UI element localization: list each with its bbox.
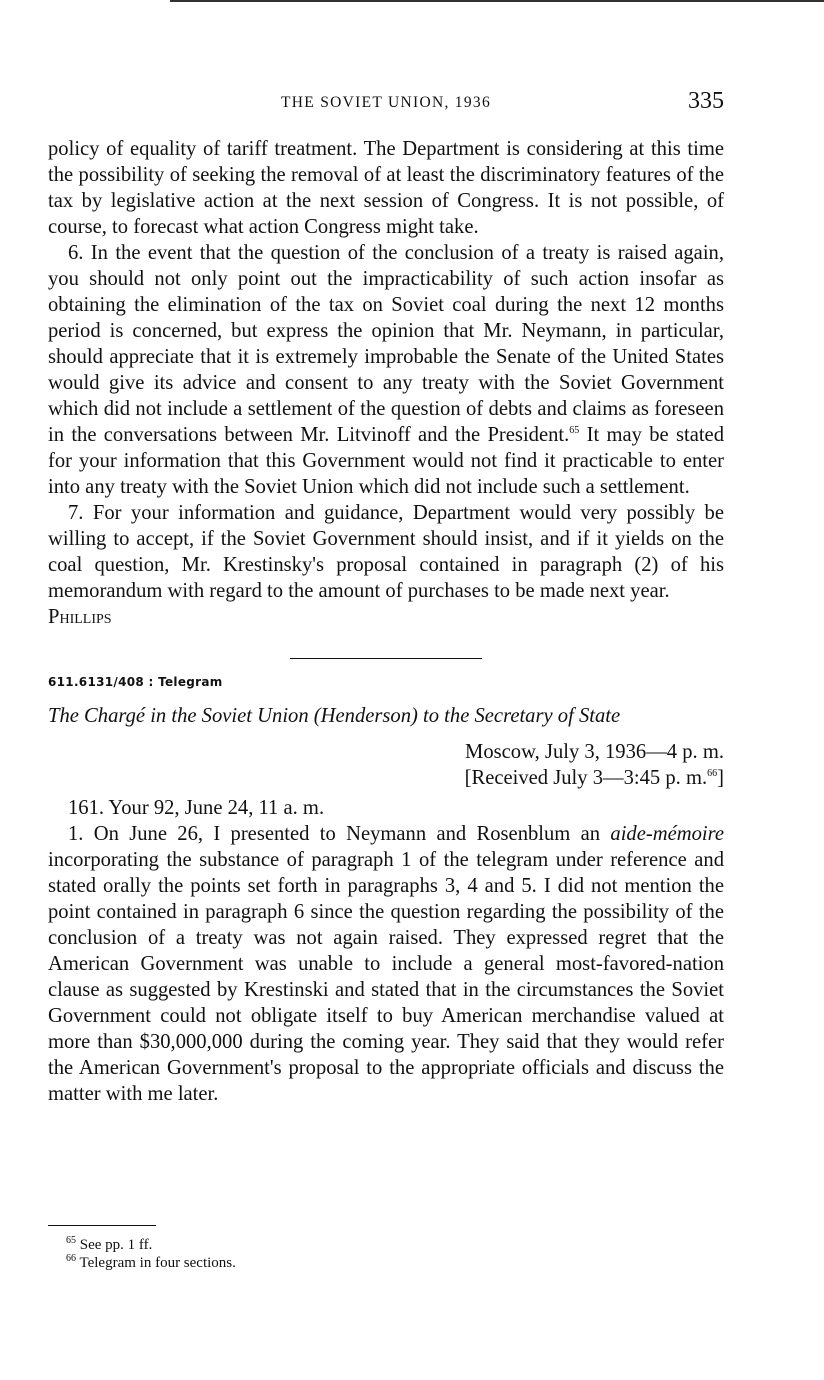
telegram-paragraph-1-rest: incorporating the substance of paragraph 1 of the telegram under reference and stated orally the points set forth in paragraphs 3, 4 and 5. I did not mention the point contained in paragraph 6 since the question regarding the possibility of the conclusion of a treaty was not again raised. They expressed regret that the American Government was unable to include a general most-favored-nation clause as suggested by Krestinski and stated that in the circumstances the Soviet Government could not obligate itself to buy American merchandise valued at more than $30,000,000 during the coming year. They said that they would refer the American Government's proposal to the appropriate officials and discuss the matter with me later. (48, 849, 724, 1105)
top-border-line (170, 0, 824, 2)
file-reference: 611.6131/408 : Telegram (48, 675, 223, 689)
paragraph-6-text: 6. In the event that the question of the conclusion of a treaty is raised again, you should not only point out the impracticability of such action insofar as obtaining the elimination of the tax on Soviet coal during the next 12 months period is concerned, but express the opinion that Mr. Neymann, in particular, should appreciate that it is extremely improbable the Senate of the United States would give its advice and consent to any treaty with the Soviet Government which did not include a settlement of the question of debts and claims as foreseen in the conversations between Mr. Litvinoff and the President. (48, 242, 724, 446)
running-title: THE SOVIET UNION, 1936 (281, 94, 491, 111)
footnote-65 (66, 1236, 236, 1254)
footnote-66 (66, 1254, 236, 1272)
paragraph-6-text-continued: It may be stated for your information that this Government would not find it practicable to enter into any treaty with the Soviet Union which did not include such a settlement. (48, 424, 724, 498)
footnote-mark: 65 (66, 1235, 76, 1246)
page-number: 335 (688, 88, 724, 114)
footnote-text: Telegram in four sections. (79, 1255, 236, 1271)
page-body (48, 136, 724, 1107)
section-divider (290, 658, 482, 659)
footnote-ref-66[interactable]: 66 (707, 768, 718, 780)
paragraph-7: 7. For your information and guidance, Department would very possibly be willing to accept, if the Soviet Government should insist, and if it yields on the coal question, Mr. Krestinsky's proposal contained in paragraph (2) of his memorandum with regard to the amount of purchases to be made next year. (48, 502, 724, 602)
footnote-ref-65[interactable]: 65 (569, 425, 580, 437)
dateline-received-text: [Received July 3—3:45 p. m. (464, 767, 708, 789)
aide-memoire-term: aide-mémoire (610, 823, 724, 845)
telegram-opening: 161. Your 92, June 24, 11 a. m. (68, 797, 325, 819)
signature: Phillips (48, 606, 112, 628)
telegram-paragraph-1-start: 1. On June 26, I presented to Neymann and Rosenblum an (68, 823, 611, 845)
dateline-received-bracket: ] (717, 767, 724, 789)
dateline-received (48, 765, 724, 791)
page-header (48, 88, 724, 122)
paragraph-6 (48, 240, 724, 500)
footnote-text: See pp. 1 ff. (79, 1237, 153, 1253)
dateline-sent: Moscow, July 3, 1936—4 p. m. (465, 741, 724, 763)
document-title: The Chargé in the Soviet Union (Henderson) to the Secretary of State (48, 705, 621, 727)
footnotes (66, 1236, 236, 1272)
footnote-mark: 66 (66, 1253, 76, 1264)
footnote-divider (48, 1225, 156, 1226)
paragraph-continuation: policy of equality of tariff treatment. The Department is considering at this time the possibility of seeking the removal of at least the discriminatory features of the tax by legislative action at the next session of Congress. It is not possible, of course, to forecast what action Congress might take. (48, 138, 724, 238)
telegram-paragraph-1 (48, 821, 724, 1107)
